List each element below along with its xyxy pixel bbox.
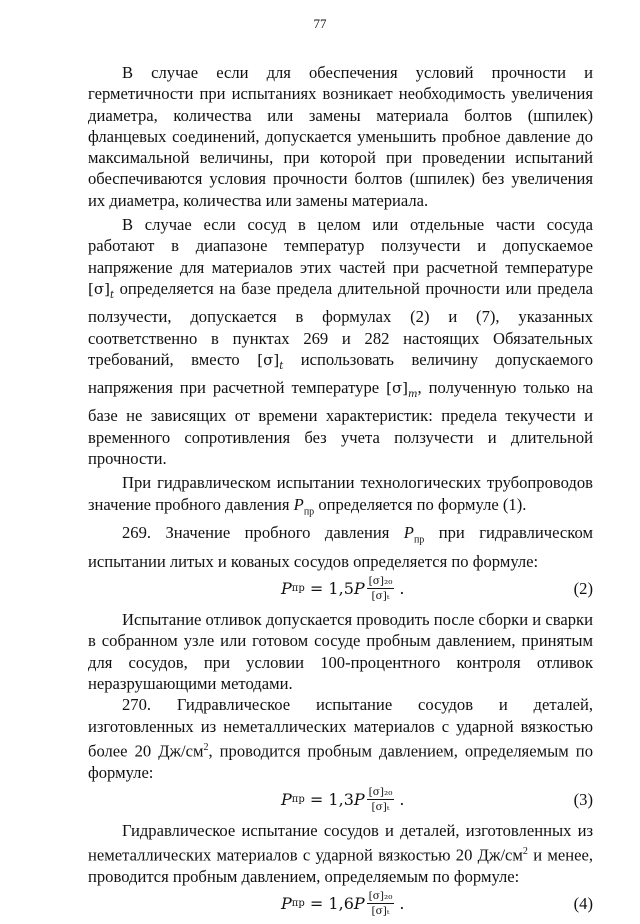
formula-tail: . — [399, 894, 405, 914]
text-run: Гидравлическое испытание сосудов и деталей, изготовленных из неметаллических материалов с ударной вязкостью 20 Дж/см — [88, 821, 593, 865]
text-run: использовать величину допускаемого напряжения при расчетной температуре — [88, 349, 593, 398]
text-run: При гидравлическом испытании технологических трубопроводов значение пробного давления — [88, 473, 593, 514]
page-number: 77 — [313, 16, 327, 31]
paragraph-270 — [88, 694, 593, 783]
text-run: В случае если сосуд в целом или отдельные части сосуда работают в диапазоне температур ползучести и допускаемое напряжение для материалов этих частей при расчетной температуре — [88, 215, 593, 277]
formula-4 — [88, 887, 593, 924]
sigma-t-symbol: $[\sigma]_t$ — [257, 350, 284, 372]
paragraph-castings: Испытание отливок допускается проводить после сборки и сварки в собранном узле или готовом сосуде пробным давлением, принятым для сосудов, при условии 100-процентного контроля отливок неразрушающими методами. — [88, 610, 593, 694]
formula-lhs-sub: пр — [291, 793, 305, 805]
paragraph-creep — [88, 214, 593, 469]
text-run: определяется на базе предела длительной прочности или предела ползучести, допускается в формулах (2) и (7), указанных соответственно в пунктах 269 и 282 настоящих Обязательных требований, вместо — [88, 278, 593, 369]
fraction-numerator: [σ]₂₀ — [368, 890, 393, 903]
formula-lhs: P — [281, 894, 292, 914]
formula-lhs: P — [281, 579, 292, 598]
paragraph-pipelines — [88, 472, 593, 522]
formula-var: P — [353, 789, 365, 809]
fraction-denominator: [σ]ₜ — [371, 905, 390, 918]
fraction-numerator: [σ]₂₀ — [368, 575, 393, 588]
formula-lhs-sub: пр — [291, 898, 305, 910]
sigma-m-symbol: $[\sigma]_m$ — [386, 379, 418, 401]
formula-fraction — [367, 890, 395, 917]
formula-tail: . — [399, 579, 405, 598]
fraction-numerator: [σ]₂₀ — [368, 786, 393, 799]
formula-coef: 1,5 — [328, 579, 354, 598]
formula-lhs: P — [281, 789, 292, 809]
paragraph-nonmetal-low — [88, 820, 593, 887]
sigma-t-symbol: $[\sigma]_t$ — [88, 279, 114, 301]
p-pr-symbol: $P_{пр}$ — [403, 523, 425, 546]
formula-var: P — [353, 579, 365, 598]
text-run: при гидравлическом испытании литых и кованых сосудов определяется по формуле: — [88, 523, 593, 571]
equation-number: (4) — [573, 894, 593, 914]
superscript-2: 2 — [203, 741, 209, 753]
text-run: , проводится пробным давлением, определяемым по формуле: — [88, 741, 593, 782]
formula-coef: 1,6 — [328, 894, 354, 914]
p-pr-symbol: $P_{пр}$ — [293, 494, 315, 517]
equation-number: (3) — [573, 790, 593, 810]
text-run: и менее, проводится пробным давлением, определяемым по формуле: — [88, 845, 593, 887]
formula-coef: 1,3 — [328, 789, 354, 809]
fraction-denominator: [σ]ₜ — [371, 801, 390, 814]
paragraph-269 — [88, 522, 593, 572]
formula-eq: = — [304, 789, 329, 809]
formula-lhs-sub: пр — [291, 583, 305, 594]
formula-tail: . — [399, 789, 405, 809]
formula-3 — [88, 783, 593, 820]
superscript-2: 2 — [522, 846, 528, 858]
text-run: определяется по формуле (1). — [314, 494, 527, 514]
formula-var: P — [353, 894, 365, 914]
body-text — [88, 62, 593, 924]
formula-eq: = — [304, 894, 329, 914]
formula-eq: = — [304, 579, 329, 598]
text-run: , полученную только на базе не зависящих от времени характеристик: предела текучести и временного сопротивления без учета ползучести и длительной прочности. — [88, 378, 594, 469]
text-run: 269. Значение пробного давления — [122, 523, 404, 543]
equation-number: (2) — [573, 579, 593, 599]
formula-2 — [88, 572, 593, 609]
formula-fraction — [367, 786, 395, 813]
paragraph-bolts: В случае если для обеспечения условий прочности и герметичности при испытаниях возникает необходимость увеличения диаметра, количества или замены материала болтов (шпилек) фланцевых соединений, допускается уменьшить пробное давление до максимальной величины, при которой при проведении испытаний обеспечиваются условия прочности болтов (шпилек) без увеличения их диаметра, количества или замены материала. — [88, 63, 593, 210]
fraction-denominator: [σ]ₜ — [371, 590, 390, 603]
text-run: 270. Гидравлическое испытание сосудов и деталей, изготовленных из неметаллических материалов с ударной вязкостью более 20 Дж/см — [88, 695, 593, 761]
formula-fraction — [367, 575, 395, 602]
